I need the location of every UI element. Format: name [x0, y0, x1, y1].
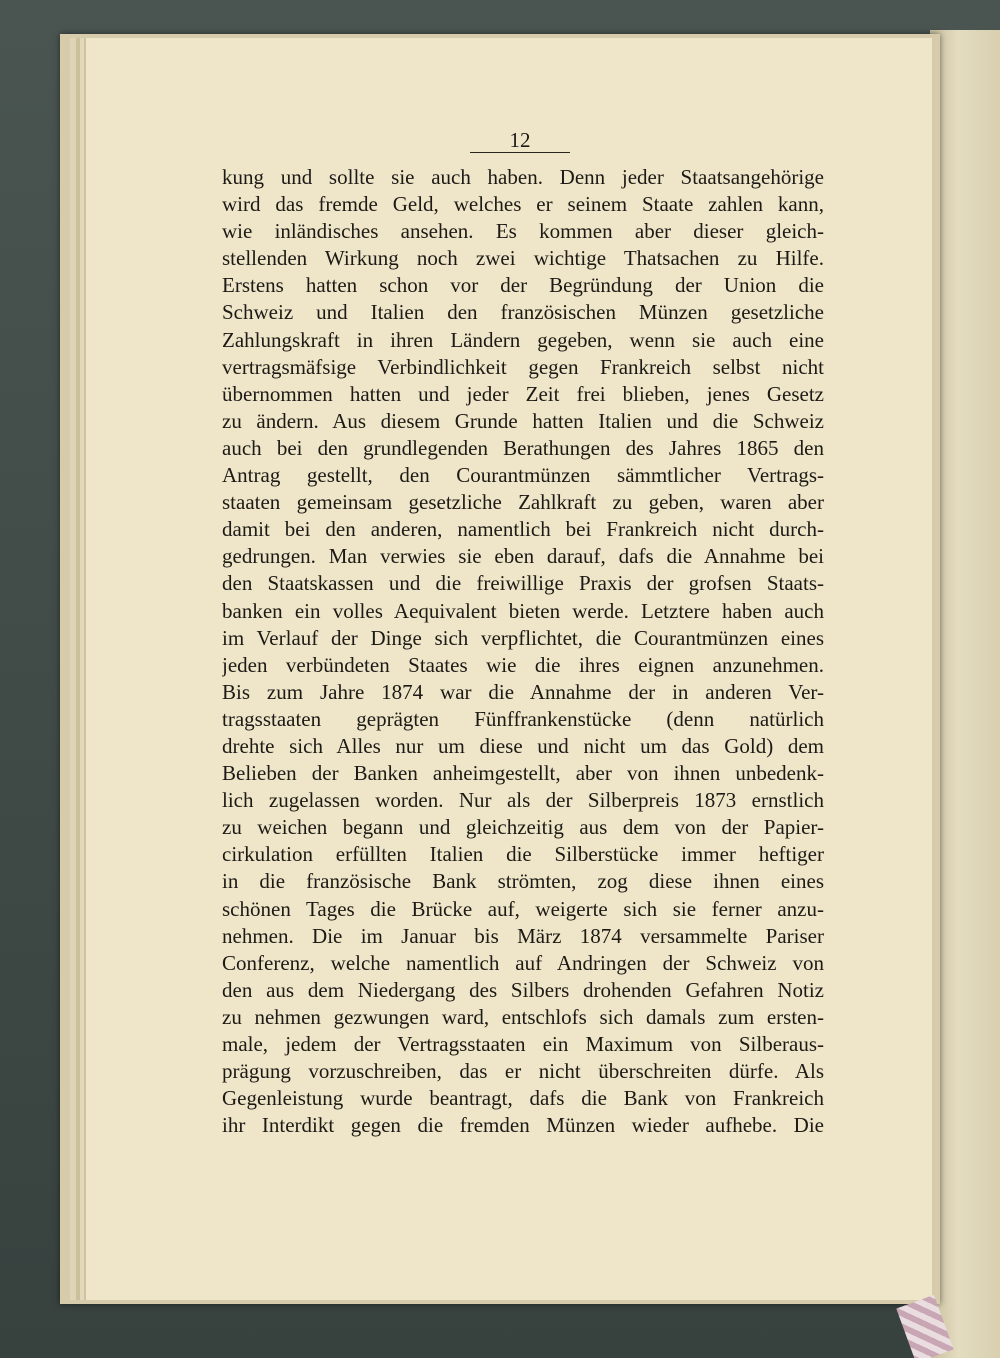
text-line: lich zugelassen worden. Nur als der Silberpreis 1873 ernstlich — [222, 788, 824, 813]
text-line: ihr Interdikt gegen die fremden Münzen wieder aufhebe. Die — [222, 1113, 824, 1138]
text-line: damit bei den anderen, namentlich bei Frankreich nicht durch- — [222, 517, 824, 542]
text-line: zu nehmen gezwungen ward, entschlofs sich damals zum ersten- — [222, 1004, 824, 1029]
text-line: schönen Tages die Brücke auf, weigerte sich sie ferner anzu- — [222, 896, 824, 921]
text-line: staaten gemeinsam gesetzliche Zahlkraft zu geben, waren aber — [222, 490, 824, 515]
text-line: den aus dem Niedergang des Silbers drohenden Gefahren Notiz — [222, 977, 824, 1002]
body-text — [222, 164, 824, 1139]
text-line: stellenden Wirkung noch zwei wichtige Thatsachen zu Hilfe. — [222, 246, 824, 271]
text-line: zu ändern. Aus diesem Grunde hatten Italien und die Schweiz — [222, 408, 824, 433]
text-line: kung und sollte sie auch haben. Denn jeder Staatsangehörige — [222, 165, 824, 189]
text-line: wie inländisches ansehen. Es kommen aber dieser gleich- — [222, 219, 824, 244]
text-line: Conferenz, welche namentlich auf Andringen der Schweiz von — [222, 950, 824, 975]
text-line: Schweiz und Italien den französischen Münzen gesetzliche — [222, 300, 824, 325]
text-line: gedrungen. Man verwies sie eben darauf, dafs die Annahme bei — [222, 544, 824, 569]
text-line: Erstens hatten schon vor der Begründung der Union die — [222, 273, 824, 298]
text-line: Gegenleistung wurde beantragt, dafs die Bank von Frankreich — [222, 1086, 824, 1111]
text-line: drehte sich Alles nur um diese und nicht um das Gold) dem — [222, 733, 824, 758]
text-line: vertragsmäfsige Verbindlichkeit gegen Frankreich selbst nicht — [222, 354, 824, 379]
text-line: in die französische Bank strömten, zog diese ihnen eines — [222, 869, 824, 894]
text-line: Zahlungskraft in ihren Ländern gegeben, wenn sie auch eine — [222, 327, 824, 352]
page-number: 12 — [509, 128, 531, 152]
text-line: cirkulation erfüllten Italien die Silberstücke immer heftiger — [222, 842, 824, 867]
page-number-rule — [470, 152, 570, 153]
text-line: Belieben der Banken anheimgestellt, aber von ihnen unbedenk- — [222, 761, 824, 786]
text-line: male, jedem der Vertragsstaaten ein Maximum von Silberaus- — [222, 1032, 824, 1056]
text-line: jeden verbündeten Staates wie die ihres eignen anzunehmen. — [222, 652, 824, 677]
text-line: Antrag gestellt, den Courantmünzen sämmtlicher Vertrags- — [222, 463, 824, 488]
text-line: im Verlauf der Dinge sich verpflichtet, die Courantmünzen eines — [222, 625, 824, 650]
text-line: übernommen hatten und jeder Zeit frei blieben, jenes Gesetz — [222, 381, 824, 406]
text-line: banken ein volles Aequivalent bieten werde. Letztere haben auch — [222, 598, 824, 623]
text-line: den Staatskassen und die freiwillige Praxis der grofsen Staats- — [222, 571, 824, 596]
text-line: tragsstaaten geprägten Fünffrankenstücke (denn natürlich — [222, 706, 824, 731]
text-line: auch bei den grundlegenden Berathungen des Jahres 1865 den — [222, 435, 824, 460]
text-line: nehmen. Die im Januar bis März 1874 versammelte Pariser — [222, 923, 824, 948]
text-line: zu weichen begann und gleichzeitig aus dem von der Papier- — [222, 815, 824, 840]
text-line: wird das fremde Geld, welches er seinem Staate zahlen kann, — [222, 192, 824, 217]
text-line: Bis zum Jahre 1874 war die Annahme der in anderen Ver- — [222, 679, 824, 704]
text-line: prägung vorzuschreiben, das er nicht überschreiten dürfe. Als — [222, 1059, 824, 1084]
book-cover-edge — [930, 30, 1000, 1358]
